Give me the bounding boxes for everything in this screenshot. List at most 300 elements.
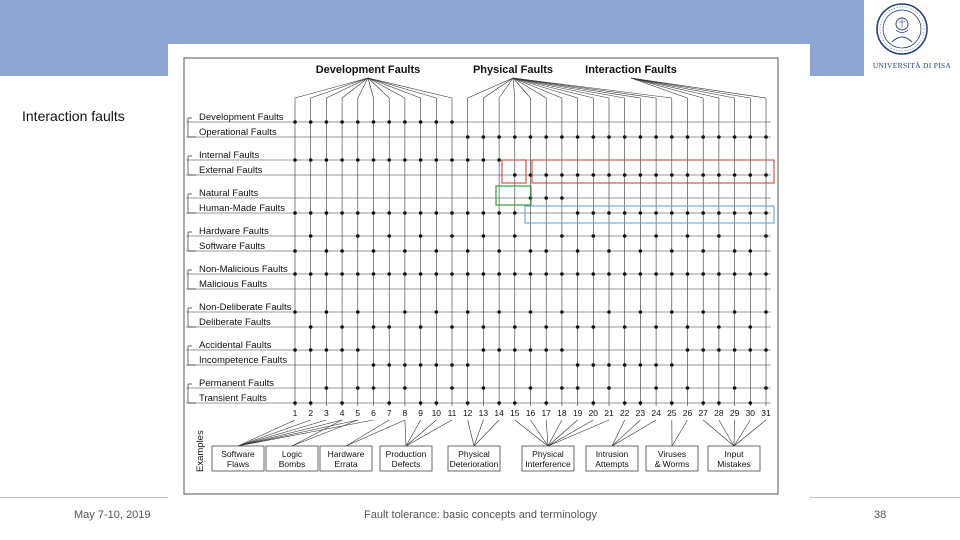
column-number: 17 xyxy=(541,408,551,418)
fan-line xyxy=(631,78,719,98)
membership-dot xyxy=(435,272,439,276)
fan-line xyxy=(513,78,593,98)
column-number: 30 xyxy=(745,408,756,418)
university-logo xyxy=(864,0,960,76)
membership-dot xyxy=(340,211,344,215)
membership-dot xyxy=(592,272,596,276)
membership-dot xyxy=(325,211,329,215)
membership-dot xyxy=(497,272,501,276)
membership-dot xyxy=(356,348,360,352)
example-label: Intrusion xyxy=(595,449,629,459)
column-number: 6 xyxy=(371,408,376,418)
membership-dot xyxy=(686,272,690,276)
membership-dot xyxy=(623,272,627,276)
membership-dot xyxy=(764,272,768,276)
group-heading: Development Faults xyxy=(315,64,421,76)
membership-dot xyxy=(654,386,658,390)
membership-dot xyxy=(387,325,391,329)
membership-dot xyxy=(482,135,486,139)
membership-dot xyxy=(482,211,486,215)
highlight-box xyxy=(502,160,526,183)
membership-dot xyxy=(623,173,627,177)
membership-dot xyxy=(482,234,486,238)
membership-dot xyxy=(686,234,690,238)
pair-bracket xyxy=(188,270,196,289)
example-connector xyxy=(612,420,640,446)
membership-dot xyxy=(529,386,533,390)
membership-dot xyxy=(513,325,517,329)
membership-dot xyxy=(607,363,611,367)
membership-dot xyxy=(435,401,439,405)
membership-dot xyxy=(403,386,407,390)
membership-dot xyxy=(733,135,737,139)
membership-dot xyxy=(686,386,690,390)
membership-dot xyxy=(670,272,674,276)
membership-dot xyxy=(560,272,564,276)
column-number: 4 xyxy=(339,408,345,418)
column-number: 23 xyxy=(635,408,646,418)
class-label: Accidental Faults xyxy=(199,340,272,351)
membership-dot xyxy=(356,158,360,162)
example-connector xyxy=(734,420,750,446)
membership-dot xyxy=(592,234,596,238)
highlight-box xyxy=(496,186,531,205)
membership-dot xyxy=(450,120,454,124)
university-name: UNIVERSITÀ DI PISA xyxy=(872,61,952,70)
membership-dot xyxy=(497,135,501,139)
membership-dot xyxy=(450,325,454,329)
membership-dot xyxy=(733,173,737,177)
membership-dot xyxy=(293,348,297,352)
membership-dot xyxy=(686,211,690,215)
membership-dot xyxy=(387,401,391,405)
membership-dot xyxy=(686,348,690,352)
membership-dot xyxy=(387,272,391,276)
class-label: Development Faults xyxy=(199,112,284,123)
membership-dot xyxy=(293,401,297,405)
membership-dot xyxy=(293,249,297,253)
membership-dot xyxy=(435,249,439,253)
membership-dot xyxy=(513,272,517,276)
column-number: 27 xyxy=(698,408,708,418)
membership-dot xyxy=(717,211,721,215)
diagram-border xyxy=(184,58,778,494)
column-number: 3 xyxy=(324,408,329,418)
membership-dot xyxy=(513,234,517,238)
example-label: Bombs xyxy=(278,459,306,469)
membership-dot xyxy=(513,401,517,405)
membership-dot xyxy=(529,249,533,253)
membership-dot xyxy=(686,135,690,139)
membership-dot xyxy=(592,401,596,405)
example-label: & Worms xyxy=(654,459,690,469)
class-label: Human-Made Faults xyxy=(199,203,286,214)
membership-dot xyxy=(670,401,674,405)
column-number: 7 xyxy=(386,408,392,418)
column-number: 28 xyxy=(714,408,724,418)
membership-dot xyxy=(450,363,454,367)
example-connector xyxy=(468,420,474,446)
column-number: 22 xyxy=(619,408,630,418)
membership-dot xyxy=(513,348,517,352)
fault-classification-figure xyxy=(168,44,810,498)
membership-dot xyxy=(607,310,611,314)
membership-dot xyxy=(623,401,627,405)
membership-dot xyxy=(654,173,658,177)
membership-dot xyxy=(701,173,705,177)
example-connector xyxy=(292,420,358,446)
membership-dot xyxy=(450,158,454,162)
column-number: 13 xyxy=(478,408,489,418)
membership-dot xyxy=(717,173,721,177)
slide-subtitle: Interaction faults xyxy=(22,108,125,124)
membership-dot xyxy=(450,272,454,276)
example-label: Physical xyxy=(532,449,564,459)
column-number: 19 xyxy=(572,408,583,418)
membership-dot xyxy=(544,272,548,276)
example-connector xyxy=(546,420,548,446)
membership-dot xyxy=(654,272,658,276)
membership-dot xyxy=(529,348,533,352)
membership-dot xyxy=(544,196,548,200)
membership-dot xyxy=(497,348,501,352)
membership-dot xyxy=(560,348,564,352)
membership-dot xyxy=(325,310,329,314)
membership-dot xyxy=(403,120,407,124)
class-label: Transient Faults xyxy=(199,393,267,404)
membership-dot xyxy=(544,135,548,139)
example-label: Defects xyxy=(391,459,421,469)
column-number: 9 xyxy=(418,408,423,418)
membership-dot xyxy=(576,135,580,139)
membership-dot xyxy=(764,348,768,352)
pair-bracket xyxy=(188,346,196,365)
membership-dot xyxy=(466,310,470,314)
footer-divider-left xyxy=(0,497,168,498)
membership-dot xyxy=(654,234,658,238)
example-connector xyxy=(531,420,549,446)
membership-dot xyxy=(466,211,470,215)
membership-dot xyxy=(764,135,768,139)
membership-dot xyxy=(670,310,674,314)
column-number: 25 xyxy=(667,408,677,418)
membership-dot xyxy=(325,386,329,390)
membership-dot xyxy=(717,234,721,238)
membership-dot xyxy=(372,363,376,367)
membership-dot xyxy=(340,272,344,276)
example-connector xyxy=(238,420,358,446)
membership-dot xyxy=(592,363,596,367)
membership-dot xyxy=(749,249,753,253)
membership-dot xyxy=(749,272,753,276)
membership-dot xyxy=(309,158,313,162)
membership-dot xyxy=(529,310,533,314)
membership-dot xyxy=(701,310,705,314)
membership-dot xyxy=(497,401,501,405)
membership-dot xyxy=(372,211,376,215)
fan-line xyxy=(483,78,513,98)
membership-dot xyxy=(466,249,470,253)
membership-dot xyxy=(701,272,705,276)
membership-dot xyxy=(560,234,564,238)
class-label: Malicious Faults xyxy=(199,279,268,290)
membership-dot xyxy=(419,325,423,329)
membership-dot xyxy=(544,249,548,253)
membership-dot xyxy=(717,325,721,329)
membership-dot xyxy=(576,211,580,215)
membership-dot xyxy=(387,363,391,367)
membership-dot xyxy=(717,348,721,352)
pair-bracket xyxy=(188,232,196,251)
membership-dot xyxy=(497,249,501,253)
membership-dot xyxy=(576,272,580,276)
example-label: Errata xyxy=(334,459,358,469)
membership-dot xyxy=(701,348,705,352)
membership-dot xyxy=(529,135,533,139)
membership-dot xyxy=(309,348,313,352)
example-connector xyxy=(474,420,499,446)
membership-dot xyxy=(701,249,705,253)
column-number: 15 xyxy=(510,408,520,418)
column-number: 29 xyxy=(729,408,740,418)
example-connector xyxy=(474,420,483,446)
class-label: Non-Malicious Faults xyxy=(199,264,288,275)
membership-dot xyxy=(701,211,705,215)
column-number: 16 xyxy=(525,408,536,418)
membership-dot xyxy=(733,348,737,352)
highlight-box xyxy=(532,160,774,183)
membership-dot xyxy=(670,173,674,177)
membership-dot xyxy=(607,386,611,390)
membership-dot xyxy=(717,272,721,276)
membership-dot xyxy=(466,135,470,139)
column-number: 24 xyxy=(651,408,661,418)
membership-dot xyxy=(733,249,737,253)
membership-dot xyxy=(576,363,580,367)
membership-dot xyxy=(293,120,297,124)
membership-dot xyxy=(497,211,501,215)
example-connector xyxy=(719,420,734,446)
membership-dot xyxy=(387,158,391,162)
example-connector xyxy=(548,420,578,446)
column-number: 31 xyxy=(761,408,771,418)
example-label: Production xyxy=(385,449,427,459)
example-label: Logic xyxy=(281,449,303,459)
membership-dot xyxy=(497,158,501,162)
membership-dot xyxy=(450,386,454,390)
example-connector xyxy=(238,420,326,446)
example-connector xyxy=(238,420,342,446)
membership-dot xyxy=(670,249,674,253)
membership-dot xyxy=(340,401,344,405)
membership-dot xyxy=(403,158,407,162)
membership-dot xyxy=(340,348,344,352)
membership-dot xyxy=(733,211,737,215)
university-seal-icon xyxy=(875,2,929,56)
membership-dot xyxy=(654,211,658,215)
column-number: 18 xyxy=(557,408,567,418)
pair-bracket xyxy=(188,384,196,403)
pair-bracket xyxy=(188,194,196,213)
membership-dot xyxy=(623,325,627,329)
example-label: Input xyxy=(724,449,744,459)
example-connector xyxy=(734,420,735,446)
membership-dot xyxy=(293,158,297,162)
membership-dot xyxy=(529,272,533,276)
membership-dot xyxy=(435,211,439,215)
example-connector xyxy=(406,420,436,446)
membership-dot xyxy=(293,272,297,276)
membership-dot xyxy=(372,249,376,253)
membership-dot xyxy=(749,401,753,405)
class-label: Internal Faults xyxy=(199,150,260,161)
membership-dot xyxy=(466,363,470,367)
membership-dot xyxy=(356,120,360,124)
membership-dot xyxy=(764,234,768,238)
membership-dot xyxy=(372,158,376,162)
membership-dot xyxy=(592,173,596,177)
membership-dot xyxy=(749,325,753,329)
membership-dot xyxy=(403,363,407,367)
membership-dot xyxy=(435,158,439,162)
membership-dot xyxy=(309,120,313,124)
example-connector xyxy=(548,420,609,446)
membership-dot xyxy=(325,249,329,253)
membership-dot xyxy=(419,211,423,215)
membership-dot xyxy=(387,234,391,238)
membership-dot xyxy=(387,120,391,124)
membership-dot xyxy=(403,249,407,253)
membership-dot xyxy=(749,173,753,177)
membership-dot xyxy=(654,135,658,139)
membership-dot xyxy=(372,272,376,276)
example-connector xyxy=(405,420,406,446)
examples-label: Examples xyxy=(195,430,206,472)
membership-dot xyxy=(482,348,486,352)
membership-dot xyxy=(435,363,439,367)
example-connector xyxy=(515,420,548,446)
membership-dot xyxy=(639,363,643,367)
fan-line xyxy=(631,78,688,98)
membership-dot xyxy=(764,310,768,314)
membership-dot xyxy=(309,325,313,329)
membership-dot xyxy=(670,135,674,139)
membership-dot xyxy=(733,272,737,276)
column-number: 12 xyxy=(462,408,473,418)
membership-dot xyxy=(560,135,564,139)
group-heading: Physical Faults xyxy=(472,64,554,76)
membership-dot xyxy=(482,158,486,162)
membership-dot xyxy=(450,234,454,238)
membership-dot xyxy=(466,158,470,162)
membership-dot xyxy=(372,120,376,124)
membership-dot xyxy=(607,173,611,177)
membership-dot xyxy=(639,173,643,177)
column-number: 1 xyxy=(292,408,298,418)
membership-dot xyxy=(623,363,627,367)
footer-divider-right xyxy=(810,497,960,498)
membership-dot xyxy=(340,249,344,253)
membership-dot xyxy=(419,401,423,405)
pair-bracket xyxy=(188,156,196,175)
column-number: 21 xyxy=(604,408,614,418)
fan-line xyxy=(631,78,766,98)
example-label: Mistakes xyxy=(717,459,751,469)
membership-dot xyxy=(639,272,643,276)
example-connector xyxy=(238,420,374,446)
footer-date: May 7-10, 2019 xyxy=(74,509,151,521)
membership-dot xyxy=(419,272,423,276)
membership-dot xyxy=(607,249,611,253)
membership-dot xyxy=(592,325,596,329)
footer-title: Fault tolerance: basic concepts and terminology xyxy=(364,509,597,521)
group-heading: Interaction Faults xyxy=(585,64,677,76)
membership-dot xyxy=(372,325,376,329)
membership-dot xyxy=(749,211,753,215)
example-connector xyxy=(672,420,688,446)
membership-dot xyxy=(670,363,674,367)
membership-dot xyxy=(544,173,548,177)
membership-dot xyxy=(639,249,643,253)
column-number: 5 xyxy=(355,408,361,418)
membership-dot xyxy=(435,120,439,124)
membership-dot xyxy=(670,211,674,215)
membership-dot xyxy=(293,211,297,215)
example-connector xyxy=(238,420,295,446)
membership-dot xyxy=(733,310,737,314)
membership-dot xyxy=(419,158,423,162)
membership-dot xyxy=(387,211,391,215)
membership-dot xyxy=(403,272,407,276)
membership-dot xyxy=(513,211,517,215)
example-connector xyxy=(346,420,405,446)
membership-dot xyxy=(309,234,313,238)
membership-dot xyxy=(466,401,470,405)
column-number: 14 xyxy=(494,408,504,418)
membership-dot xyxy=(403,310,407,314)
fan-line xyxy=(513,78,640,98)
membership-dot xyxy=(419,234,423,238)
membership-dot xyxy=(764,211,768,215)
membership-dot xyxy=(356,234,360,238)
membership-dot xyxy=(309,272,313,276)
membership-dot xyxy=(482,272,486,276)
membership-dot xyxy=(356,211,360,215)
fault-classification-diagram xyxy=(168,44,810,498)
membership-dot xyxy=(325,158,329,162)
example-label: Hardware xyxy=(327,449,365,459)
membership-dot xyxy=(576,325,580,329)
membership-dot xyxy=(544,348,548,352)
membership-dot xyxy=(749,135,753,139)
membership-dot xyxy=(733,386,737,390)
membership-dot xyxy=(356,272,360,276)
fan-line xyxy=(513,78,515,98)
example-label: Attempts xyxy=(595,459,629,469)
membership-dot xyxy=(560,196,564,200)
membership-dot xyxy=(639,310,643,314)
class-label: Deliberate Faults xyxy=(199,317,271,328)
membership-dot xyxy=(749,348,753,352)
membership-dot xyxy=(623,211,627,215)
example-label: Physical xyxy=(458,449,490,459)
membership-dot xyxy=(340,158,344,162)
class-label: Permanent Faults xyxy=(199,378,274,389)
fan-line xyxy=(342,78,368,98)
membership-dot xyxy=(482,386,486,390)
membership-dot xyxy=(686,173,690,177)
highlight-box xyxy=(525,206,774,223)
